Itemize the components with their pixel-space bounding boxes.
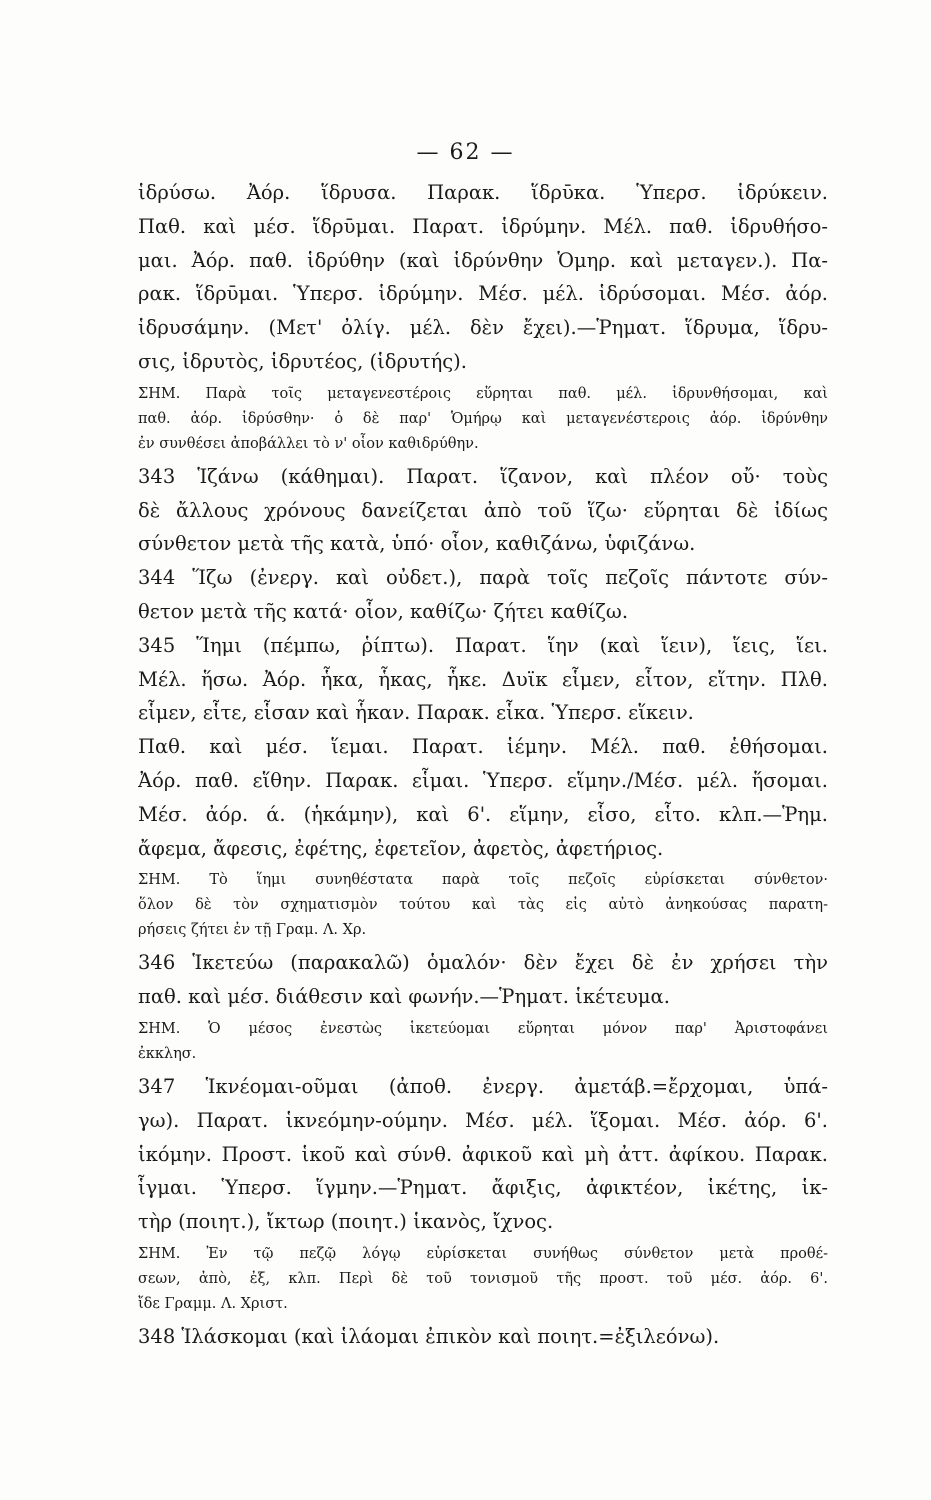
text-line: ἷγμαι. Ὑπερσ. ἵγμην.—Ῥηματ. ἄφιξις, ἀφικτέον, ἱκέτης, ἱκ-: [138, 1176, 828, 1200]
text-line: εἷμεν, εἷτε, εἷσαν καὶ ἧκαν. Παρακ. εἷκα. Ὑπερσ. εἵκειν.: [138, 701, 694, 725]
text-line: σύνθετον μετὰ τῆς κατὰ, ὑπό· οἷον, καθιζάνω, ὑφιζάνω.: [138, 532, 696, 556]
text-line: 347 Ἱκνέομαι-οῦμαι (ἀποθ. ἐνεργ. ἀμετάβ.=ἔρχομαι, ὑπά-: [138, 1074, 828, 1098]
text-line: ἱκόμην. Προστ. ἱκοῦ καὶ σύνθ. ἀφικοῦ καὶ μὴ ἀττ. ἀφίκου. Παρακ.: [138, 1142, 828, 1166]
note-line: ΣΗΜ. Ἐν τῷ πεζῷ λόγῳ εὑρίσκεται συνήθως σύνθετον μετὰ προθέ-: [138, 1245, 828, 1262]
note-line: ΣΗΜ. Τὸ ἵημι συνηθέστατα παρὰ τοῖς πεζοῖς εὑρίσκεται σύνθετον·: [138, 872, 828, 889]
text-line: 346 Ἱκετεύω (παρακαλῶ) ὁμαλόν· δὲν ἔχει δὲ ἐν χρήσει τὴν: [138, 951, 828, 975]
text-line: 348 Ἱλάσκομαι (καὶ ἱλάομαι ἐπικὸν καὶ ποιητ.=ἐξιλεόνω).: [138, 1324, 720, 1348]
note-line: παθ. ἀόρ. ἱδρύσθην· ὁ δὲ παρ' Ὁμήρῳ καὶ μεταγενέστεροις ἀόρ. ἱδρύνθην: [138, 410, 828, 427]
text-line: σις, ἱδρυτὸς, ἱδρυτέος, (ἱδρυτής).: [138, 349, 467, 373]
note-line: σεων, ἀπὸ, ἐξ, κλπ. Περὶ δὲ τοῦ τονισμοῦ τῆς προστ. τοῦ μέσ. ἀόρ. 6'.: [138, 1270, 828, 1287]
text-block: [138, 176, 828, 1354]
note-line: ΣΗΜ. Ὁ μέσος ἐνεστὼς ἱκετεύομαι εὕρηται μόνον παρ' Ἀριστοφάνει: [138, 1020, 828, 1037]
note-line: ἐν συνθέσει ἀποβάλλει τὸ ν' οἷον καθιδρύθην.: [138, 435, 479, 452]
note-line: ἐκκλησ.: [138, 1045, 197, 1062]
text-line: ρακ. ἵδρῡμαι. Ὑπερσ. ἱδρύμην. Μέσ. μέλ. ἱδρύσομαι. Μέσ. ἀόρ.: [138, 282, 828, 306]
text-line: 344 Ἵζω (ἐνεργ. καὶ οὐδετ.), παρὰ τοῖς πεζοῖς πάντοτε σύν-: [138, 566, 828, 590]
text-line: Παθ. καὶ μέσ. ἵεμαι. Παρατ. ἱέμην. Μέλ. παθ. ἑθήσομαι.: [138, 735, 828, 759]
text-line: μαι. Ἀόρ. παθ. ἱδρύθην (καὶ ἱδρύνθην Ὁμηρ. καὶ μεταγεν.). Πα-: [138, 248, 828, 272]
note-line: ΣΗΜ. Παρὰ τοῖς μεταγενεστέροις εὕρηται παθ. μέλ. ἱδρυνθήσομαι, καὶ: [138, 385, 828, 402]
note-line: ὅλον δὲ τὸν σχηματισμὸν τούτου καὶ τὰς εἰς αὐτὸ ἀνηκούσας παρατη-: [138, 897, 828, 914]
text-line: 345 Ἵημι (πέμπω, ῥίπτω). Παρατ. ἵην (καὶ ἵειν), ἵεις, ἵει.: [138, 633, 828, 657]
text-line: ἱδρύσω. Ἀόρ. ἵδρυσα. Παρακ. ἵδρῡκα. Ὑπερσ. ἱδρύκειν.: [138, 181, 828, 204]
note-line: ἴδε Γραμμ. Λ. Χριστ.: [138, 1295, 288, 1312]
text-line: τὴρ (ποιητ.), ἴκτωρ (ποιητ.) ἱκανὸς, ἴχνος.: [138, 1210, 554, 1234]
note-line: ρήσεις ζήτει ἐν τῇ Γραμ. Λ. Χρ.: [138, 922, 367, 939]
page-number: — 62 —: [416, 140, 515, 165]
text-line: Ἀόρ. παθ. εἵθην. Παρακ. εἷμαι. Ὑπερσ. εἵμην./Μέσ. μέλ. ἥσομαι.: [138, 768, 828, 792]
text-line: ἄφεμα, ἄφεσις, ἐφέτης, ἐφετεῖον, ἀφετὸς, ἀφετήριος.: [138, 836, 664, 860]
text-line: Μέσ. ἀόρ. ά. (ἡκάμην), καὶ 6'. εἵμην, εἷσο, εἷτο. κλπ.—Ῥημ.: [138, 802, 828, 826]
text-line: παθ. καὶ μέσ. διάθεσιν καὶ φωνήν.—Ῥηματ. ἱκέτευμα.: [138, 985, 670, 1009]
text-line: 343 Ἱζάνω (κάθημαι). Παρατ. ἵζανον, καὶ πλέον οὔ· τοὺς: [138, 464, 828, 488]
text-line: δὲ ἄλλους χρόνους δανείζεται ἀπὸ τοῦ ἵζω· εὕρηται δὲ ἰδίως: [138, 498, 828, 522]
text-line: ἱδρυσάμην. (Μετ' ὀλίγ. μέλ. δὲν ἔχει).—Ῥηματ. ἵδρυμα, ἵδρυ-: [138, 316, 828, 340]
text-line: Μέλ. ἥσω. Ἀόρ. ἧκα, ἧκας, ἧκε. Δυϊκ εἷμεν, εἷτον, εἵτην. Πλθ.: [138, 667, 828, 691]
text-line: θετον μετὰ τῆς κατά· οἷον, καθίζω· ζήτει καθίζω.: [138, 599, 629, 623]
text-line: γω). Παρατ. ἱκνεόμην-ούμην. Μέσ. μέλ. ἵξομαι. Μέσ. ἀόρ. 6'.: [138, 1108, 828, 1132]
text-line: Παθ. καὶ μέσ. ἵδρῡμαι. Παρατ. ἱδρύμην. Μέλ. παθ. ἱδρυθήσο-: [138, 214, 828, 238]
